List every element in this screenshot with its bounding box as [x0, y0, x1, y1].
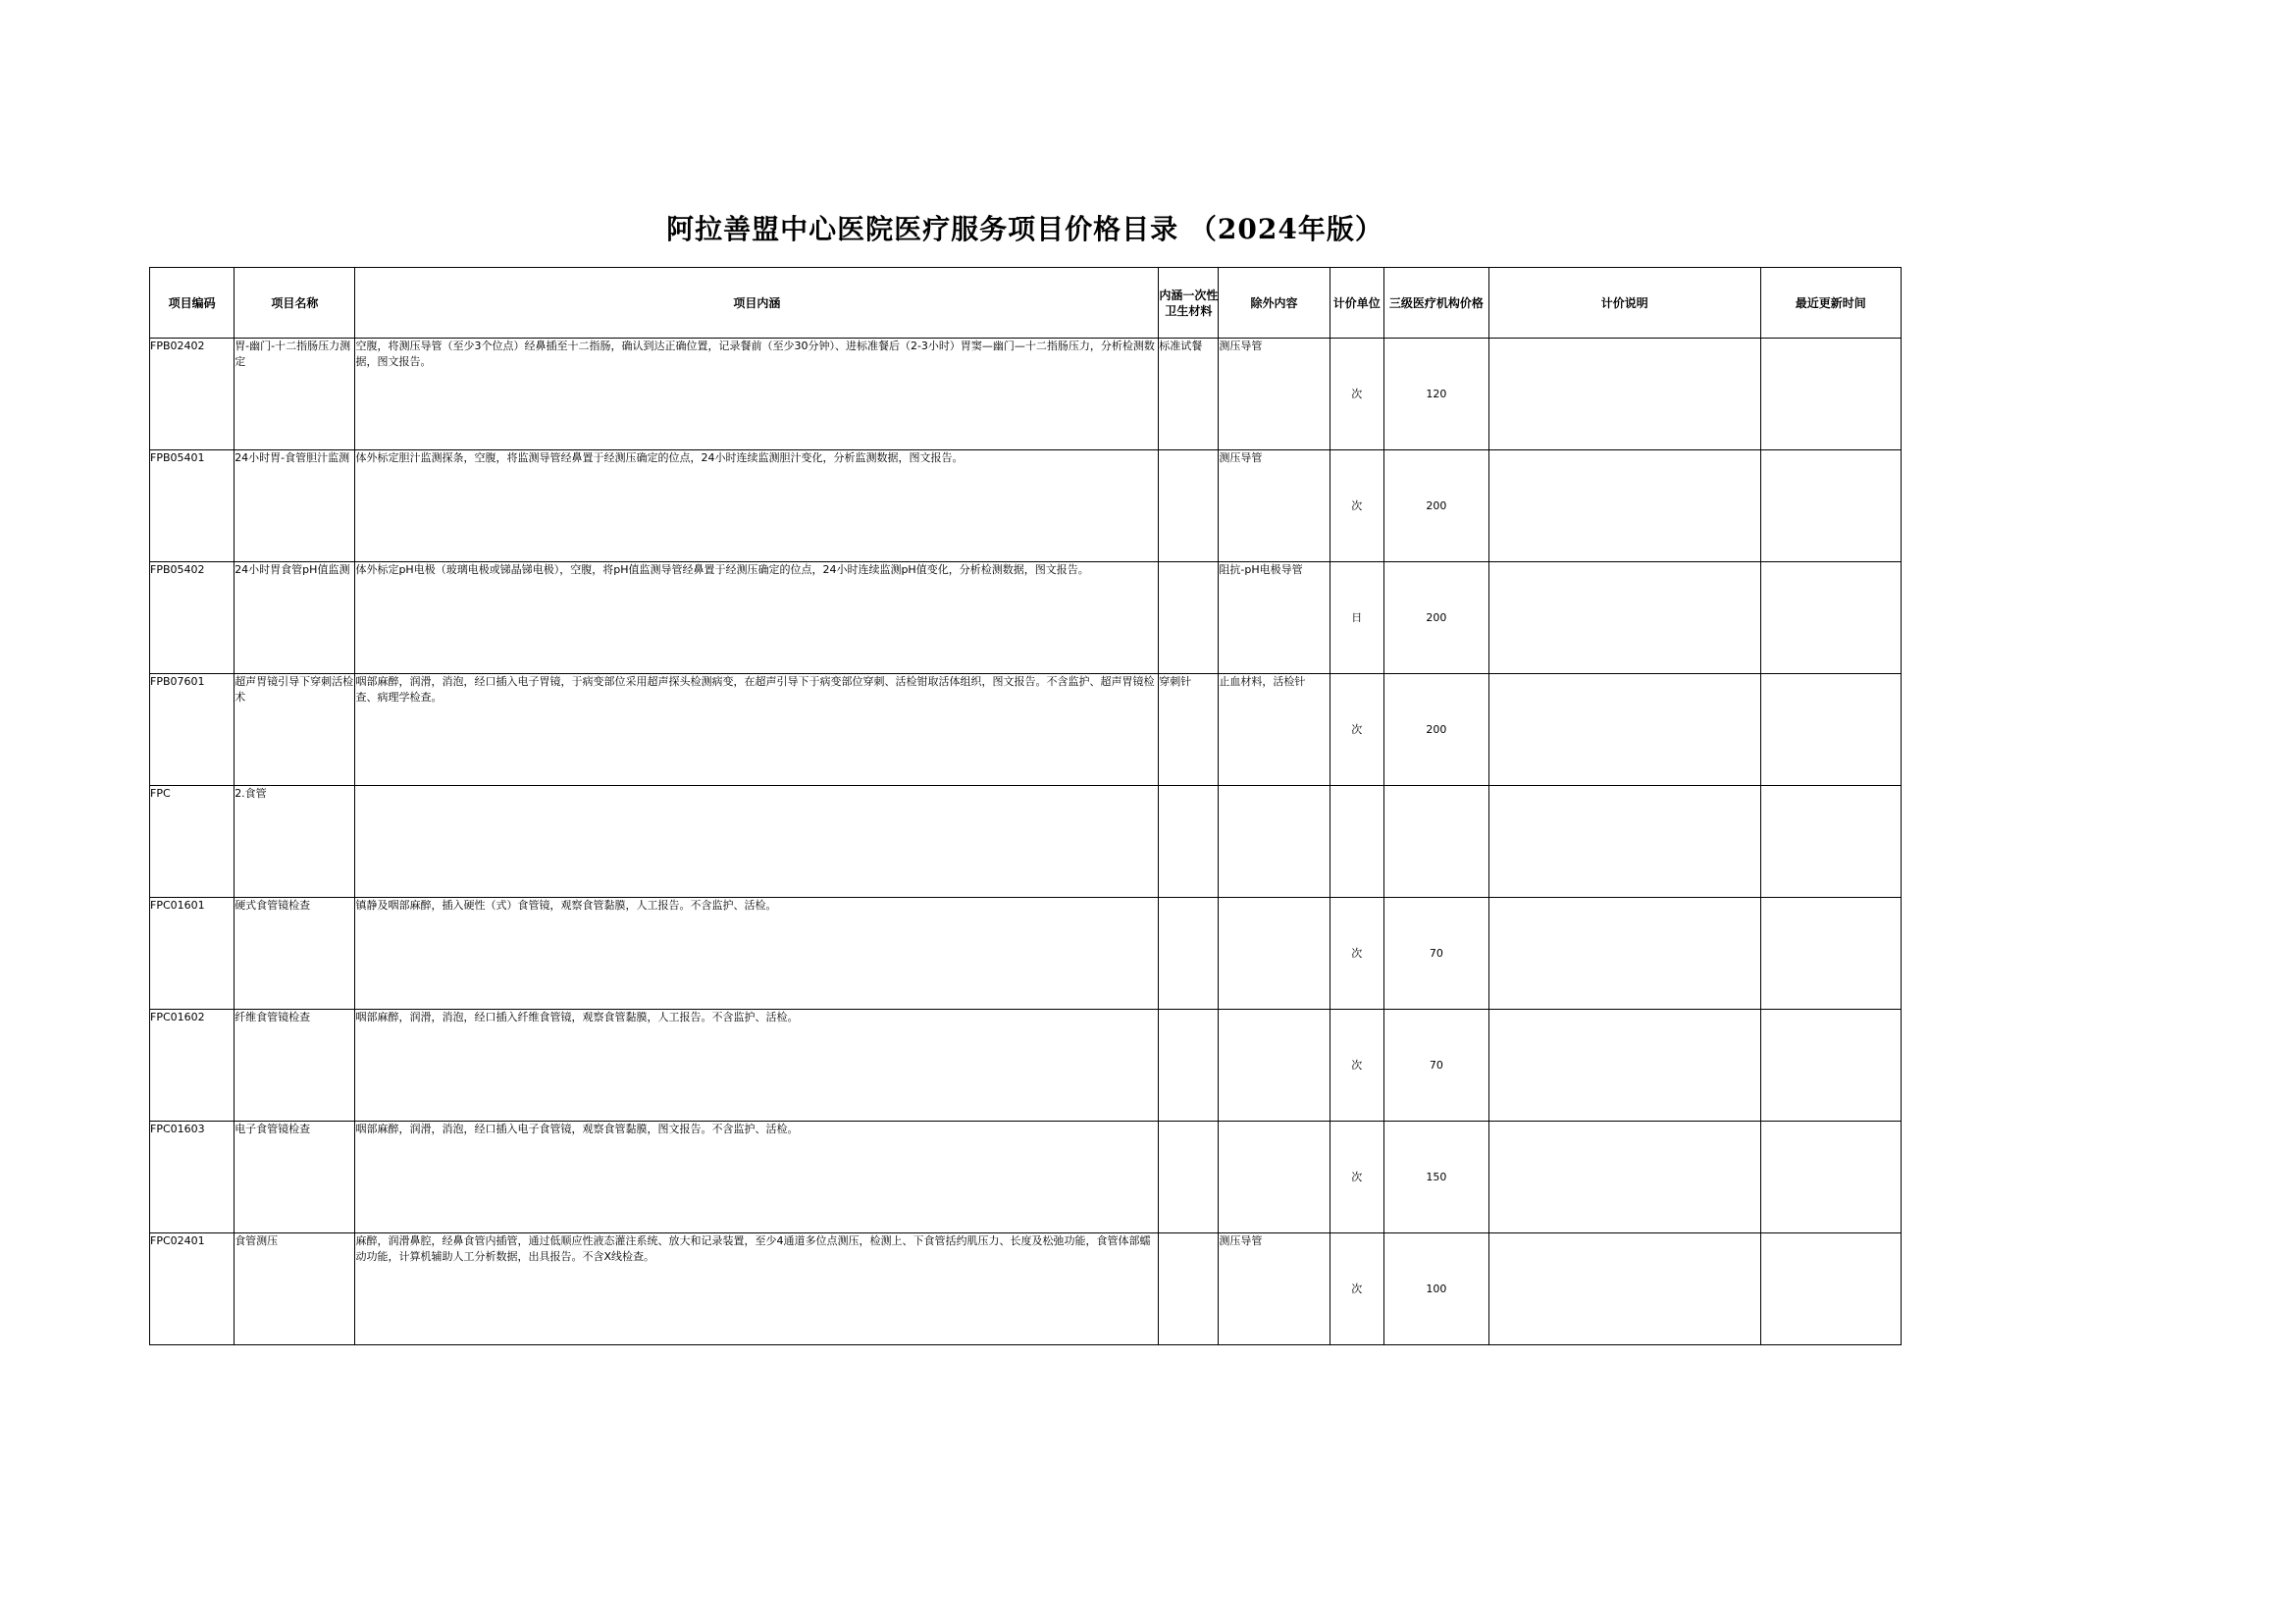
column-header-price: 三级医疗机构价格 — [1383, 268, 1488, 339]
item-unit: 次 — [1330, 898, 1383, 1010]
item-note — [1489, 786, 1761, 898]
item-note — [1489, 1233, 1761, 1345]
item-updated — [1760, 1010, 1901, 1122]
table-row — [150, 562, 1902, 674]
item-price: 200 — [1383, 674, 1488, 786]
column-header-unit: 计价单位 — [1330, 268, 1383, 339]
table-row — [150, 1122, 1902, 1233]
item-name: 胃-幽门-十二指肠压力测定 — [235, 339, 355, 450]
item-unit — [1330, 786, 1383, 898]
item-content: 体外标定胆汁监测探条，空腹，将监测导管经鼻置于经测压确定的位点，24小时连续监测胆汁变化，分析监测数据，图文报告。 — [355, 450, 1159, 562]
table-row — [150, 674, 1902, 786]
item-note — [1489, 1122, 1761, 1233]
table-row — [150, 450, 1902, 562]
item-name: 2.食管 — [235, 786, 355, 898]
item-material — [1159, 450, 1219, 562]
item-material: 穿刺针 — [1159, 674, 1219, 786]
item-excluded: 测压导管 — [1219, 339, 1330, 450]
item-material: 标准试餐 — [1159, 339, 1219, 450]
item-code: FPB05401 — [150, 450, 235, 562]
item-code: FPC01602 — [150, 1010, 235, 1122]
item-code: FPC — [150, 786, 235, 898]
item-note — [1489, 450, 1761, 562]
item-note — [1489, 674, 1761, 786]
item-name: 硬式食管镜检查 — [235, 898, 355, 1010]
column-header-excluded: 除外内容 — [1219, 268, 1330, 339]
item-price — [1383, 786, 1488, 898]
item-note — [1489, 339, 1761, 450]
item-excluded — [1219, 898, 1330, 1010]
column-header-updated: 最近更新时间 — [1760, 268, 1901, 339]
item-material — [1159, 562, 1219, 674]
table-row — [150, 898, 1902, 1010]
item-name: 超声胃镜引导下穿刺活检术 — [235, 674, 355, 786]
item-note — [1489, 898, 1761, 1010]
item-price: 200 — [1383, 562, 1488, 674]
item-content: 咽部麻醉，润滑，消泡，经口插入电子胃镜，于病变部位采用超声探头检测病变，在超声引导下于病变部位穿刺、活检钳取活体组织，图文报告。不含监护、超声胃镜检查、病理学检查。 — [355, 674, 1159, 786]
item-excluded: 止血材料，活检针 — [1219, 674, 1330, 786]
item-name: 纤维食管镜检查 — [235, 1010, 355, 1122]
item-material — [1159, 1122, 1219, 1233]
item-price: 70 — [1383, 1010, 1488, 1122]
item-name: 24小时胃食管pH值监测 — [235, 562, 355, 674]
item-content — [355, 786, 1159, 898]
item-content: 空腹，将测压导管（至少3个位点）经鼻插至十二指肠，确认到达正确位置，记录餐前（至少30分钟）、进标准餐后（2-3小时）胃窦—幽门—十二指肠压力，分析检测数据，图文报告。 — [355, 339, 1159, 450]
item-excluded — [1219, 1010, 1330, 1122]
item-updated — [1760, 1122, 1901, 1233]
item-unit: 次 — [1330, 1010, 1383, 1122]
item-price: 200 — [1383, 450, 1488, 562]
item-note — [1489, 562, 1761, 674]
item-material — [1159, 898, 1219, 1010]
table-header-row — [150, 268, 1902, 339]
item-unit: 日 — [1330, 562, 1383, 674]
item-price: 100 — [1383, 1233, 1488, 1345]
page-title: 阿拉善盟中心医院医疗服务项目价格目录 （2024年版） — [666, 213, 1383, 245]
item-excluded — [1219, 786, 1330, 898]
item-unit: 次 — [1330, 1122, 1383, 1233]
item-price: 120 — [1383, 339, 1488, 450]
table-row — [150, 1233, 1902, 1345]
item-excluded: 测压导管 — [1219, 450, 1330, 562]
item-unit: 次 — [1330, 674, 1383, 786]
table-row — [150, 786, 1902, 898]
item-updated — [1760, 786, 1901, 898]
item-updated — [1760, 1233, 1901, 1345]
item-updated — [1760, 450, 1901, 562]
item-code: FPC01601 — [150, 898, 235, 1010]
item-unit: 次 — [1330, 450, 1383, 562]
item-price: 150 — [1383, 1122, 1488, 1233]
item-content: 镇静及咽部麻醉，插入硬性（式）食管镜，观察食管黏膜，人工报告。不含监护、活检。 — [355, 898, 1159, 1010]
table-row — [150, 1010, 1902, 1122]
price-table — [149, 267, 1902, 1345]
column-header-material: 内涵一次性卫生材料 — [1159, 268, 1219, 339]
item-content: 咽部麻醉，润滑，消泡，经口插入电子食管镜，观察食管黏膜，图文报告。不含监护、活检。 — [355, 1122, 1159, 1233]
item-price: 70 — [1383, 898, 1488, 1010]
item-code: FPB02402 — [150, 339, 235, 450]
item-code: FPC01603 — [150, 1122, 235, 1233]
table-row — [150, 339, 1902, 450]
item-code: FPC02401 — [150, 1233, 235, 1345]
item-material — [1159, 1233, 1219, 1345]
item-content: 体外标定pH电极（玻璃电极或锑晶锑电极），空腹，将pH值监测导管经鼻置于经测压确定的位点，24小时连续监测pH值变化，分析检测数据，图文报告。 — [355, 562, 1159, 674]
column-header-note: 计价说明 — [1489, 268, 1761, 339]
item-name: 24小时胃-食管胆汁监测 — [235, 450, 355, 562]
item-updated — [1760, 562, 1901, 674]
item-excluded: 阻抗-pH电极导管 — [1219, 562, 1330, 674]
column-header-content: 项目内涵 — [355, 268, 1159, 339]
item-content: 麻醉，润滑鼻腔，经鼻食管内插管，通过低顺应性液态灌注系统、放大和记录装置，至少4通道多位点测压，检测上、下食管括约肌压力、长度及松弛功能，食管体部蠕动功能，计算机辅助人工分析数据，出具报告。不含X线检查。 — [355, 1233, 1159, 1345]
item-note — [1489, 1010, 1761, 1122]
item-material — [1159, 786, 1219, 898]
item-updated — [1760, 339, 1901, 450]
item-updated — [1760, 674, 1901, 786]
item-updated — [1760, 898, 1901, 1010]
item-code: FPB05402 — [150, 562, 235, 674]
column-header-code: 项目编码 — [150, 268, 235, 339]
item-unit: 次 — [1330, 1233, 1383, 1345]
item-excluded: 测压导管 — [1219, 1233, 1330, 1345]
item-material — [1159, 1010, 1219, 1122]
item-name: 电子食管镜检查 — [235, 1122, 355, 1233]
item-excluded — [1219, 1122, 1330, 1233]
item-content: 咽部麻醉，润滑，消泡，经口插入纤维食管镜，观察食管黏膜，人工报告。不含监护、活检。 — [355, 1010, 1159, 1122]
column-header-name: 项目名称 — [235, 268, 355, 339]
item-code: FPB07601 — [150, 674, 235, 786]
item-unit: 次 — [1330, 339, 1383, 450]
item-name: 食管测压 — [235, 1233, 355, 1345]
